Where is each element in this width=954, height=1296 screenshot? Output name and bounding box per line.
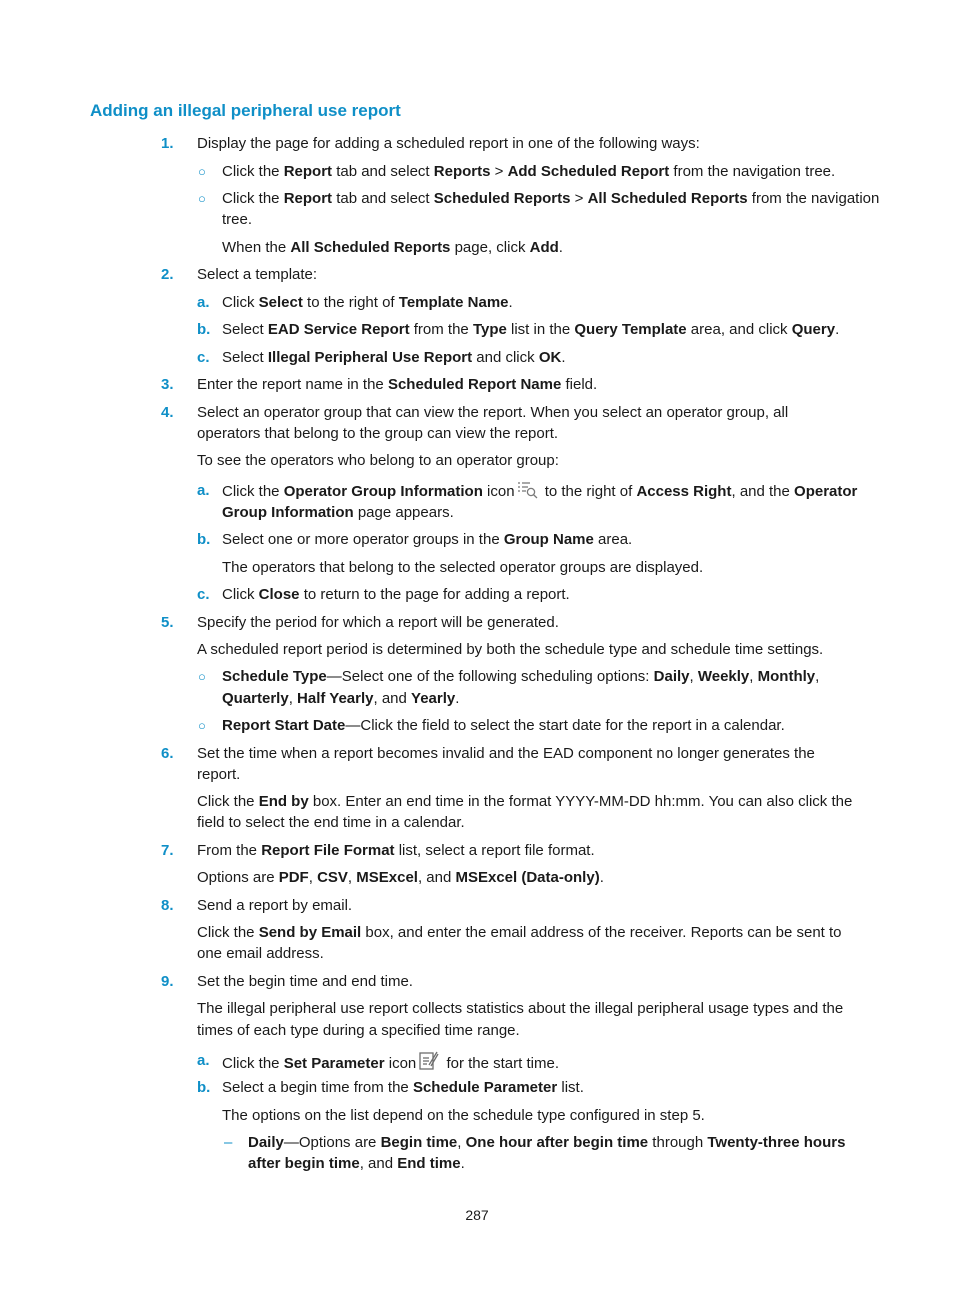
substep-text: Click the Set Parameter icon for the start time. <box>222 1050 559 1078</box>
step-text: Select a template: <box>197 266 318 283</box>
step-text: Specify the period for which a report will be generated. <box>197 614 559 631</box>
note-text: The operators that belong to the selected operator groups are displayed. <box>222 559 704 576</box>
substep-letter: b. <box>197 1079 211 1096</box>
note-text: A scheduled report period is determined by both the schedule type and schedule time settings. <box>197 641 824 658</box>
substep-letter: a. <box>197 294 210 311</box>
step-number: 2. <box>161 266 174 283</box>
edit-note-icon <box>418 1050 440 1078</box>
note-text-cont: one email address. <box>197 945 324 962</box>
step-text-cont: report. <box>197 766 241 783</box>
option-text: Report Start Date—Click the field to select the start date for the report in a calendar. <box>222 717 785 734</box>
step-text-cont: operators that belong to the group can view the report. <box>197 425 559 442</box>
bullet-marker: ○ <box>198 164 206 179</box>
step-number: 3. <box>161 376 174 393</box>
substep-text: Click Close to return to the page for adding a report. <box>222 586 570 603</box>
substep-text: Select a begin time from the Schedule Parameter list. <box>222 1079 584 1096</box>
note-text: When the All Scheduled Reports page, click Add. <box>222 239 563 256</box>
substep-letter: a. <box>197 482 210 499</box>
list-search-icon <box>517 480 539 506</box>
note-text: To see the operators who belong to an operator group: <box>197 452 559 469</box>
step-text: From the Report File Format list, select a report file format. <box>197 842 595 859</box>
note-text: The options on the list depend on the schedule type configured in step 5. <box>222 1107 705 1124</box>
step-number: 7. <box>161 842 174 859</box>
option-text: Click the Report tab and select Scheduled Reports > All Scheduled Reports from the navigation <box>222 190 880 207</box>
step-text: Set the begin time and end time. <box>197 973 413 990</box>
step-text: Select an operator group that can view the report. When you select an operator group, all <box>197 404 789 421</box>
step-number: 8. <box>161 897 174 914</box>
step-number: 9. <box>161 973 174 990</box>
note-text-cont: field to select the end time in a calendar. <box>197 814 465 831</box>
note-text: Click the Send by Email box, and enter the email address of the receiver. Reports can be sent to <box>197 924 842 941</box>
step-number: 6. <box>161 745 174 762</box>
option-text-cont: tree. <box>222 211 253 228</box>
note-text: Click the End by box. Enter an end time in the format YYYY-MM-DD hh:mm. You can also click the <box>197 793 853 810</box>
option-text: Schedule Type—Select one of the following scheduling options: Daily, Weekly, Monthly, <box>222 668 820 685</box>
section-heading: Adding an illegal peripheral use report <box>90 101 401 120</box>
substep-letter: c. <box>197 586 210 603</box>
step-text: Enter the report name in the Scheduled Report Name field. <box>197 376 598 393</box>
note-text: Options are PDF, CSV, MSExcel, and MSExcel (Data-only). <box>197 869 604 886</box>
substep-text: Select EAD Service Report from the Type list in the Query Template area, and click Query. <box>222 321 840 338</box>
substep-text: Select Illegal Peripheral Use Report and click OK. <box>222 349 566 366</box>
bullet-marker: ○ <box>198 191 206 206</box>
substep-letter: a. <box>197 1052 210 1069</box>
note-text: The illegal peripheral use report collects statistics about the illegal peripheral usage types and the <box>197 1000 844 1017</box>
option-text: Click the Report tab and select Reports > Add Scheduled Report from the navigation tree. <box>222 163 836 180</box>
option-text-cont: Quarterly, Half Yearly, and Yearly. <box>222 690 460 707</box>
dash-item-text-cont: after begin time, and End time. <box>248 1155 465 1172</box>
note-text-cont: times of each type during a specified time range. <box>197 1022 520 1039</box>
step-text: Display the page for adding a scheduled report in one of the following ways: <box>197 135 700 152</box>
step-number: 1. <box>161 135 174 152</box>
dash-item-text: Daily—Options are Begin time, One hour after begin time through Twenty-three hours <box>248 1134 846 1151</box>
substep-text: Click the Operator Group Information icon to the right of Access Right, and the Operator <box>222 480 857 506</box>
substep-letter: c. <box>197 349 210 366</box>
substep-text-cont: Group Information page appears. <box>222 504 454 521</box>
step-text: Set the time when a report becomes invalid and the EAD component no longer generates the <box>197 745 815 762</box>
dash-marker: – <box>224 1134 233 1151</box>
step-number: 5. <box>161 614 174 631</box>
substep-letter: b. <box>197 531 211 548</box>
page-number: 287 <box>465 1207 489 1223</box>
bullet-marker: ○ <box>198 669 206 684</box>
substep-text: Select one or more operator groups in the Group Name area. <box>222 531 633 548</box>
substep-text: Click Select to the right of Template Name. <box>222 294 513 311</box>
step-text: Send a report by email. <box>197 897 353 914</box>
bullet-marker: ○ <box>198 718 206 733</box>
step-number: 4. <box>161 404 174 421</box>
substep-letter: b. <box>197 321 211 338</box>
